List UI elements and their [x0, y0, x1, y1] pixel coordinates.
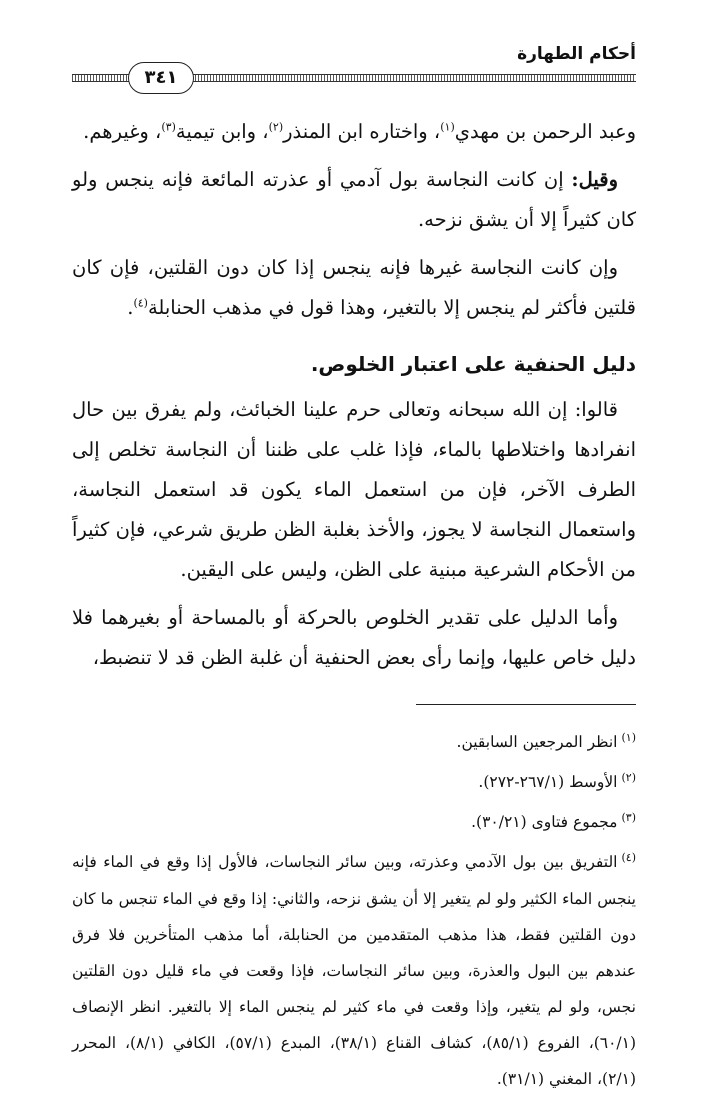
- footnote-divider: [416, 704, 636, 705]
- footnotes: [72, 720, 636, 1097]
- text-run: ، وابن تيمية: [175, 120, 269, 143]
- paragraph-3: [72, 248, 636, 328]
- footnote-text: مجموع فتاوى (٣٠/٢١).: [471, 813, 618, 832]
- main-text: [72, 112, 636, 686]
- text-run: وإن كانت النجاسة غيرها فإنه ينجس إذا كان دون القلتين، فإن كان قلتين فأكثر لم ينجس إلا بالتغير، وهذا قول في مذهب الحنابلة: [72, 256, 636, 319]
- section-heading: دليل الحنفية على اعتبار الخلوص.: [310, 352, 636, 376]
- text-run: وعبد الرحمن بن مهدي: [454, 120, 636, 143]
- footnote-marker: (١): [621, 731, 636, 744]
- running-title: أحكام الطهارة: [517, 44, 636, 64]
- footnote-text: انظر المرجعين السابقين.: [456, 733, 618, 752]
- footnote-text: الأوسط (٢٦٧/١-٢٧٢).: [478, 773, 618, 792]
- footnote-ref-1: (١): [440, 120, 455, 134]
- paragraph-1: [72, 112, 636, 152]
- footnote-3: [72, 800, 636, 840]
- footnote-marker: (٢): [621, 771, 636, 785]
- footnote-ref-4: (٤): [133, 296, 148, 310]
- footnote-4: [72, 840, 636, 1096]
- footnote-2: [72, 760, 636, 800]
- paragraph-2: [72, 160, 636, 240]
- footnote-ref-2: (٢): [268, 120, 284, 134]
- footnote-text: التفريق بين بول الآدمي وعذرته، وبين سائر النجاسات، فالأول إذا وقع في الماء فإنه ينجس الماء الكثير ولو لم يتغير إلا أن يشق نزحه، والثاني: إذا وقع في الماء تنجس ما كان دون القلتين فقط، هذا مذهب المتقدمين من الحنابلة، أما مذهب المتأخرين فلا فرق عندهم بين البول والعذرة، وبين سائر النجاسات، فإذا وقعت في ماء قليل دون القلتين نجس، ولو لم يتغير، وإذا وقعت في ماء كثير لم ينجس الماء إلا بالتغير. انظر الإنصاف (٦٠/١)، الفروع (٨٥/١)، كشاف القناع (٣٨/١)، المبدع (٥٧/١)، الكافي (٨/١)، المحرر (٢/١)، المغني (٣١/١).: [72, 853, 637, 1088]
- text-run: .: [127, 296, 134, 319]
- text-run: ، وغيرهم.: [83, 120, 162, 143]
- footnote-ref-3: (٣): [161, 120, 176, 134]
- footnote-marker: (٤): [621, 851, 636, 865]
- paragraph-5: وأما الدليل على تقدير الخلوص بالحركة أو بالمساحة أو بغيرهما فلا دليل خاص عليها، وإنما رأى بعض الحنفية أن غلبة الظن قد لا تنضبط،: [72, 606, 636, 669]
- footnote-marker: (٣): [621, 811, 636, 825]
- text-run: إن كانت النجاسة بول آدمي أو عذرته المائعة فإنه ينجس ولو كان كثيراً إلا أن يشق نزحه.: [72, 168, 636, 231]
- footnote-1: [72, 720, 636, 760]
- page-number: ٣٤١: [128, 62, 194, 94]
- text-run: ، واختاره ابن المنذر: [283, 120, 441, 143]
- lead-label: وقيل:: [571, 168, 618, 191]
- paragraph-4: قالوا: إن الله سبحانه وتعالى حرم علينا الخبائث، ولم يفرق بين حال انفرادها واختلاطها بالماء، فإذا غلب على ظننا أن النجاسة تخلص إلى الطرف الآخر، فإن من استعمل الماء يكون قد استعمل النجاسة، واستعمال النجاسة لا يجوز، والأخذ بغلبة الظن طريق شرعي، فإن كثيراً من الأحكام الشرعية مبنية على الظن، وليس على اليقين.: [72, 398, 636, 581]
